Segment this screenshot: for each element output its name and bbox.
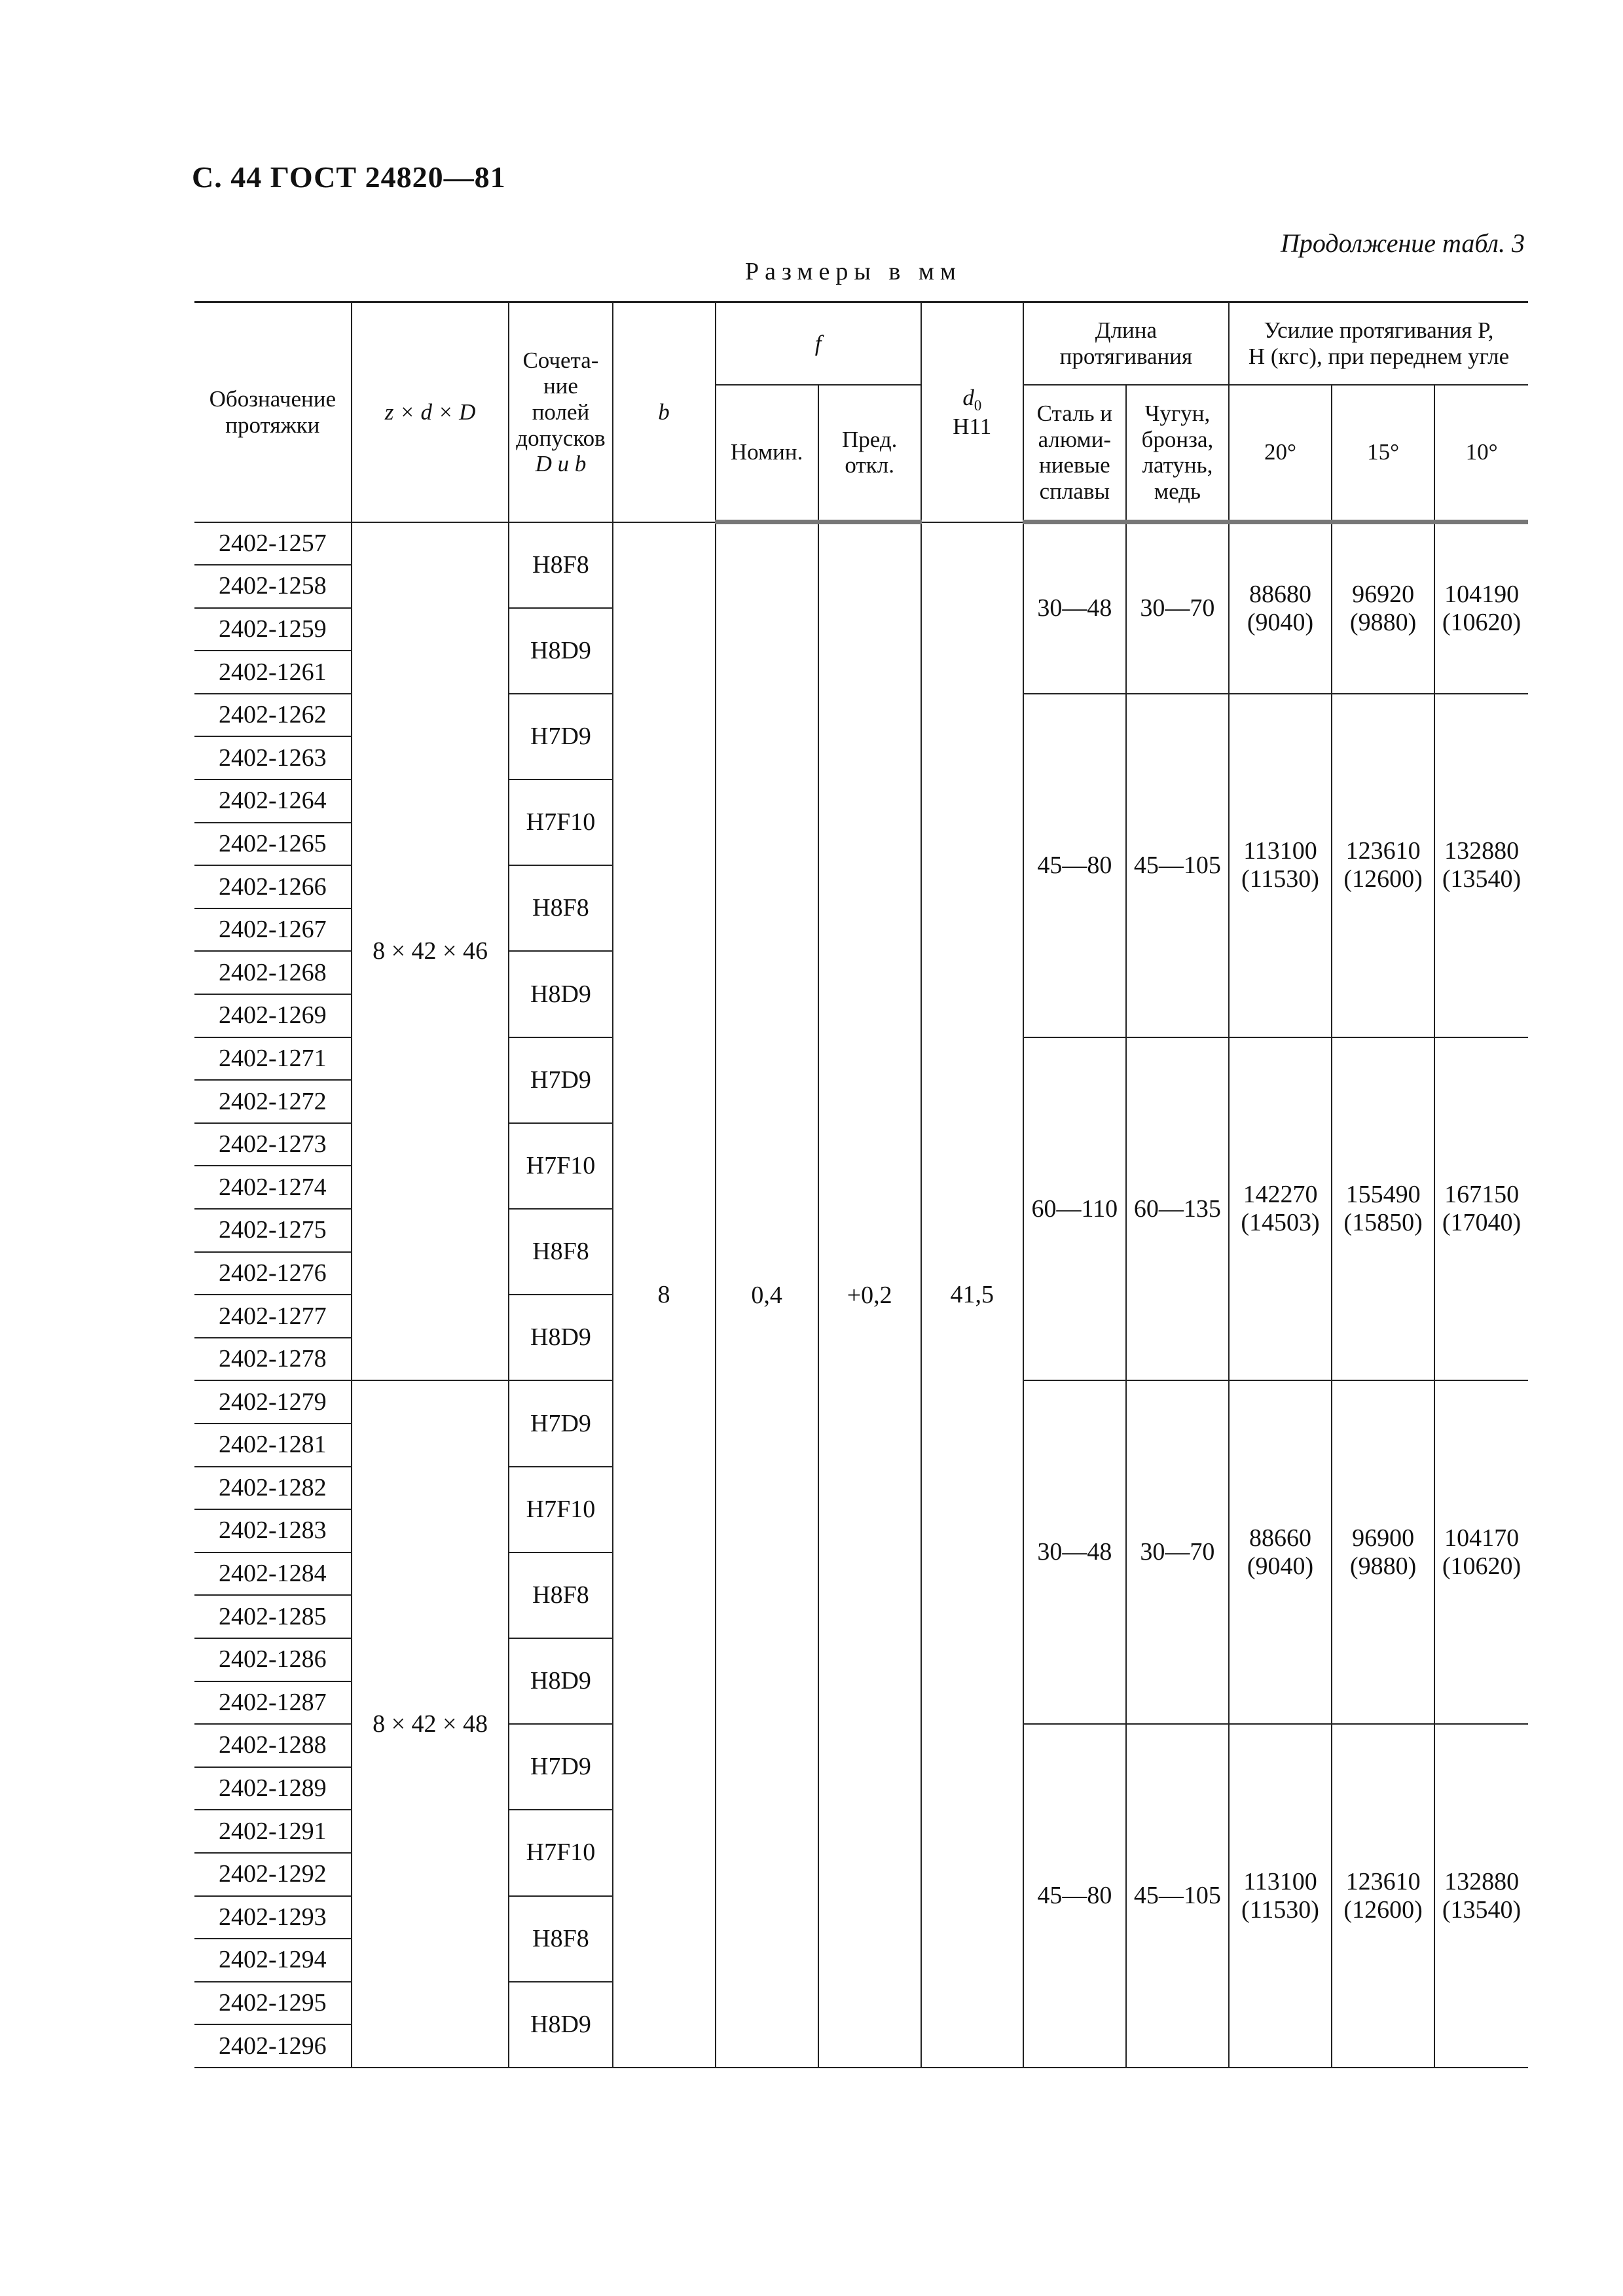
tolerance-cell: H7D9	[509, 694, 612, 780]
force-20-cell-line: (14503)	[1241, 1209, 1320, 1236]
tolerance-cell: H7F10	[509, 1123, 612, 1209]
header-f-deviation	[818, 385, 921, 522]
tolerance-cell: H7F10	[509, 1467, 612, 1552]
force-10-cell-line: (13540)	[1442, 1895, 1522, 1924]
force-20-cell-line: 88680	[1249, 581, 1311, 608]
force-15-cell	[1332, 522, 1434, 694]
force-15-cell-line: 123610	[1345, 1867, 1421, 1895]
designation-cell: 2402-1257	[194, 522, 352, 565]
force-20-cell	[1229, 1380, 1332, 1724]
force-20-cell	[1229, 522, 1332, 694]
force-15-cell-line: 123610	[1345, 837, 1421, 865]
tolerance-cell: H8D9	[509, 1295, 612, 1380]
designation-cell: 2402-1278	[194, 1338, 352, 1381]
header-length	[1023, 302, 1229, 385]
tolerance-cell: H8D9	[509, 1638, 612, 1724]
header-line: Чугун,	[1144, 401, 1211, 427]
force-10-cell	[1434, 694, 1528, 1037]
length-cast-cell: 60—135	[1126, 1037, 1229, 1381]
tolerance-cell: H7F10	[509, 780, 612, 865]
force-10-cell-line: 167150	[1444, 1181, 1520, 1209]
length-cast-cell: 30—70	[1126, 522, 1229, 694]
header-line: Сочета-	[522, 347, 599, 373]
header-line: Обозначение	[209, 386, 337, 412]
tolerance-cell: H8D9	[509, 1982, 612, 2068]
length-steel-cell: 30—48	[1023, 1380, 1126, 1724]
force-15-cell-line: (12600)	[1343, 865, 1423, 893]
designation-cell: 2402-1294	[194, 1939, 352, 1982]
force-15-cell-line: (9880)	[1349, 1552, 1417, 1580]
header-length-cast	[1126, 385, 1229, 522]
tolerance-cell: H8D9	[509, 608, 612, 694]
designation-cell: 2402-1276	[194, 1252, 352, 1295]
designation-cell: 2402-1267	[194, 908, 352, 952]
header-line: бронза,	[1141, 426, 1214, 452]
header-line: Усилие протягивания P,	[1264, 317, 1494, 344]
f-deviation-cell: +0,2	[818, 522, 921, 2068]
header-line: Н (кгс), при переднем угле	[1248, 343, 1510, 369]
force-10-cell	[1434, 1037, 1528, 1381]
tolerance-cell: H8D9	[509, 951, 612, 1037]
force-15-cell-line: 96900	[1352, 1524, 1415, 1552]
header-f: f	[716, 302, 921, 385]
page-header: С. 44 ГОСТ 24820—81	[192, 160, 506, 194]
designation-cell: 2402-1266	[194, 865, 352, 908]
force-15-cell	[1332, 694, 1434, 1037]
force-15-cell	[1332, 1724, 1434, 2068]
tolerance-cell: H8F8	[509, 1896, 612, 1982]
designation-cell: 2402-1261	[194, 651, 352, 694]
header-b: b	[613, 302, 716, 522]
table-continuation-label: Продолжение табл. 3	[1280, 228, 1525, 258]
designation-cell: 2402-1283	[194, 1509, 352, 1552]
units-label: Размеры в мм	[745, 258, 962, 285]
zdD-cell: 8 × 42 × 48	[352, 1380, 509, 2068]
force-20-cell-line: (9040)	[1247, 608, 1314, 636]
broach-spec-table	[194, 301, 1528, 2068]
force-10-cell	[1434, 1380, 1528, 1724]
f-nominal-cell: 0,4	[716, 522, 818, 2068]
force-10-cell	[1434, 522, 1528, 694]
header-zdD: z × d × D	[352, 302, 509, 522]
designation-cell: 2402-1269	[194, 994, 352, 1037]
designation-cell: 2402-1274	[194, 1166, 352, 1209]
designation-cell: 2402-1282	[194, 1467, 352, 1510]
force-15-cell	[1332, 1380, 1434, 1724]
header-tolerance	[509, 302, 612, 522]
header-line: ниевые	[1039, 452, 1110, 478]
force-15-cell-line: 155490	[1345, 1181, 1421, 1209]
designation-cell: 2402-1292	[194, 1853, 352, 1896]
d0-cell: 41,5	[921, 522, 1023, 2068]
length-steel-cell: 60—110	[1023, 1037, 1126, 1381]
designation-cell: 2402-1259	[194, 608, 352, 651]
designation-cell: 2402-1277	[194, 1295, 352, 1338]
force-20-cell	[1229, 694, 1332, 1037]
length-cast-cell: 45—105	[1126, 1724, 1229, 2068]
designation-cell: 2402-1263	[194, 736, 352, 780]
header-angle-10: 10°	[1434, 385, 1528, 522]
header-line: латунь,	[1142, 452, 1213, 478]
header-line: алюми-	[1038, 426, 1112, 452]
length-cast-cell: 30—70	[1126, 1380, 1229, 1724]
length-steel-cell: 45—80	[1023, 1724, 1126, 2068]
header-line: откл.	[845, 452, 894, 478]
force-10-cell-line: 104190	[1444, 581, 1520, 608]
tolerance-cell: H8F8	[509, 522, 612, 608]
force-15-cell-line: 96920	[1352, 581, 1415, 608]
zdD-cell: 8 × 42 × 46	[352, 522, 509, 1381]
force-10-cell-line: 132880	[1444, 837, 1520, 865]
header-angle-15: 15°	[1332, 385, 1434, 522]
force-10-cell-line: (10620)	[1442, 1552, 1522, 1580]
force-20-cell-line: (11530)	[1241, 1895, 1319, 1924]
header-line: полей	[532, 399, 590, 425]
designation-cell: 2402-1275	[194, 1209, 352, 1252]
header-length-steel	[1023, 385, 1126, 522]
designation-cell: 2402-1279	[194, 1380, 352, 1424]
designation-cell: 2402-1268	[194, 951, 352, 994]
designation-cell: 2402-1258	[194, 565, 352, 608]
header-line: протягивания	[1059, 343, 1193, 369]
force-10-cell-line: (13540)	[1442, 865, 1522, 893]
tolerance-cell: H7D9	[509, 1037, 612, 1123]
designation-cell: 2402-1262	[194, 694, 352, 737]
header-designation	[194, 302, 352, 522]
designation-cell: 2402-1281	[194, 1424, 352, 1467]
length-steel-cell: 30—48	[1023, 522, 1126, 694]
tolerance-cell: H8F8	[509, 865, 612, 951]
designation-cell: 2402-1296	[194, 2024, 352, 2068]
force-15-cell-line: (9880)	[1349, 608, 1417, 636]
designation-cell: 2402-1288	[194, 1724, 352, 1767]
force-20-cell-line: (9040)	[1247, 1552, 1314, 1580]
header-line: ние	[543, 373, 578, 399]
tolerance-cell: H7D9	[509, 1724, 612, 1810]
b-cell: 8	[613, 522, 716, 2068]
force-20-cell-line: 113100	[1243, 837, 1317, 865]
designation-cell: 2402-1272	[194, 1080, 352, 1123]
force-20-cell-line: 113100	[1243, 1867, 1317, 1895]
force-10-cell-line: 104170	[1444, 1524, 1520, 1552]
designation-cell: 2402-1264	[194, 780, 352, 823]
header-line: протяжки	[225, 412, 320, 438]
header-line: сплавы	[1039, 478, 1110, 504]
force-20-cell	[1229, 1037, 1332, 1381]
force-10-cell	[1434, 1724, 1528, 2068]
force-20-cell-line: 88660	[1249, 1524, 1311, 1552]
designation-cell: 2402-1293	[194, 1896, 352, 1939]
force-15-cell-line: (15850)	[1343, 1209, 1423, 1236]
designation-cell: 2402-1273	[194, 1123, 352, 1166]
force-15-cell	[1332, 1037, 1434, 1381]
designation-cell: 2402-1286	[194, 1638, 352, 1681]
designation-cell: 2402-1295	[194, 1982, 352, 2025]
designation-cell: 2402-1284	[194, 1552, 352, 1596]
header-line: медь	[1154, 478, 1201, 504]
header-f-nominal: Номин.	[716, 385, 818, 522]
designation-cell: 2402-1289	[194, 1767, 352, 1810]
designation-cell: 2402-1287	[194, 1681, 352, 1725]
designation-cell: 2402-1265	[194, 823, 352, 866]
tolerance-cell: H7D9	[509, 1380, 612, 1466]
header-d0: $d_0$ H11	[921, 302, 1023, 522]
force-15-cell-line: (12600)	[1343, 1895, 1423, 1924]
force-20-cell-line: 142270	[1243, 1181, 1318, 1209]
force-20-cell	[1229, 1724, 1332, 2068]
designation-cell: 2402-1285	[194, 1595, 352, 1638]
force-10-cell-line: (10620)	[1442, 608, 1522, 636]
header-line: Сталь и	[1036, 401, 1113, 427]
force-20-cell-line: (11530)	[1241, 865, 1319, 893]
table-row	[194, 522, 1528, 565]
force-10-cell-line: (17040)	[1442, 1209, 1522, 1236]
length-steel-cell: 45—80	[1023, 694, 1126, 1037]
tolerance-cell: H7F10	[509, 1810, 612, 1895]
header-line: Пред.	[841, 426, 898, 452]
header-angle-20: 20°	[1229, 385, 1332, 522]
tolerance-cell: H8F8	[509, 1552, 612, 1638]
length-cast-cell: 45—105	[1126, 694, 1229, 1037]
header-force	[1229, 302, 1528, 385]
header-line: Длина	[1095, 317, 1158, 344]
force-10-cell-line: 132880	[1444, 1867, 1520, 1895]
header-line: допусков	[516, 425, 606, 451]
designation-cell: 2402-1291	[194, 1810, 352, 1853]
header-line: D и b	[535, 451, 587, 477]
tolerance-cell: H8F8	[509, 1209, 612, 1295]
designation-cell: 2402-1271	[194, 1037, 352, 1081]
